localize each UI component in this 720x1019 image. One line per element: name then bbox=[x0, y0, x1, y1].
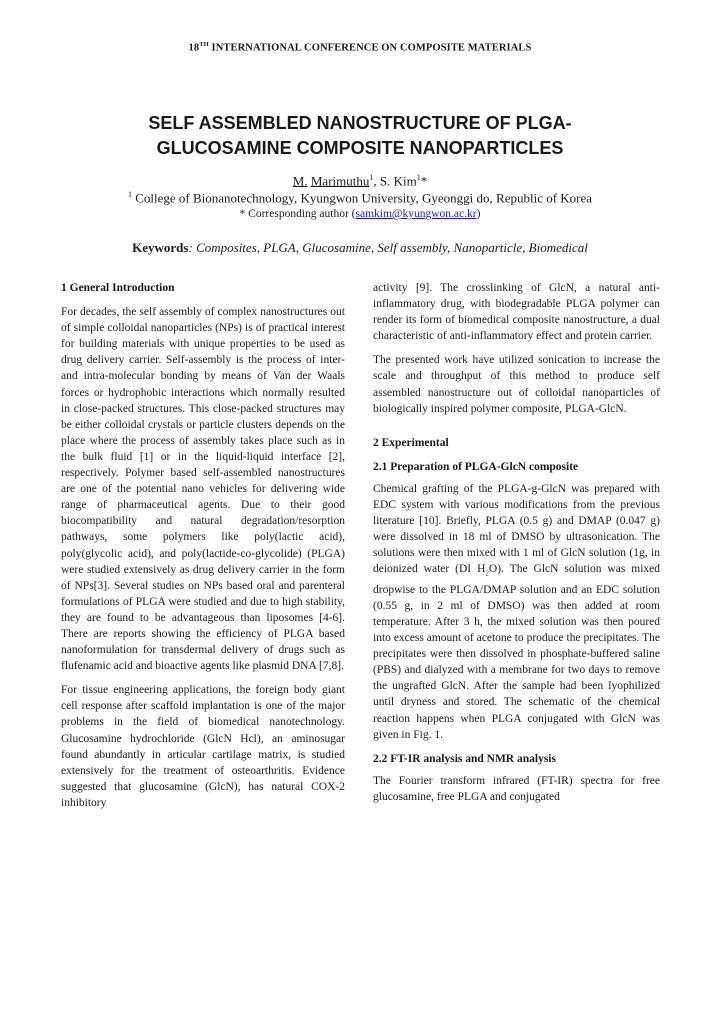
paragraph: activity [9]. The crosslinking of GlcN, a natural anti-inflammatory drug, with biodegradable PLGA polymer can render its form of biomedical composite nanostructure, a dual characteristic of anti-inflammatory effect and protein carrier. bbox=[373, 282, 660, 343]
corresponding-author bbox=[0, 208, 720, 220]
keywords-colon: : bbox=[188, 240, 197, 255]
paragraph: The presented work have utilized sonication to increase the scale and throughput of this method to produce self assembled nanostructure out of colloidal nanoparticles of biologically inspired polymer composite, PLGA-GlcN. bbox=[373, 354, 660, 415]
section-heading-introduction: 1 General Introduction bbox=[61, 282, 175, 294]
author-list bbox=[0, 173, 720, 189]
affiliation bbox=[0, 190, 720, 206]
paragraph-part-2: O). The GlcN solution was mixed dropwise to the PLGA/DMAP solution and an EDC solution (0.55 g, in 2 ml of DMSO) was then added at room temperature. After 3 h, the mixed solution was then poured into excess amount of acetone to produce the precipitates. The precipitates were then dissolved in phosphate-buffered saline (PBS) and dialyzed with a membrane for two days to remove the ungrafted GlcN. After the sample had been lyophilized until dryness and stored. The schematic of the chemical reaction happens when PLGA conjugated with GlcN was given in Fig. 1. bbox=[373, 563, 660, 741]
keywords-text: Composites, PLGA, Glucosamine, Self assembly, Nanoparticle, Biomedical bbox=[196, 240, 588, 255]
section-heading-experimental: 2 Experimental bbox=[373, 436, 449, 449]
affiliation-number: 1 bbox=[127, 190, 132, 199]
header-text: INTERNATIONAL CONFERENCE ON COMPOSITE MATERIALS bbox=[208, 42, 532, 54]
author-1-surname: Marimuthu bbox=[310, 173, 370, 189]
keywords bbox=[0, 240, 720, 256]
subscript-2: 2 bbox=[485, 569, 489, 578]
author-2-affil: 1 bbox=[416, 173, 421, 182]
right-column bbox=[373, 280, 660, 813]
corresponding-suffix: ) bbox=[476, 208, 481, 220]
paragraph-part-1: Chemical grafting of the PLGA-g-GlcN was prepared with EDC system with various modifications from the previous literature [10]. Briefly, PLGA (0.5 g) and DMAP (0.047 g) were dissolved in 18 ml of DMSO by ultrasonication. The solutions were then mixed with 1 ml of GlcN solution (1g, in deionized water (DI H bbox=[373, 482, 660, 576]
title-line-1: SELF ASSEMBLED NANOSTRUCTURE OF PLGA- bbox=[148, 113, 572, 133]
title-line-2: GLUCOSAMINE COMPOSITE NANOPARTICLES bbox=[156, 138, 564, 158]
header-ordinal: 18 bbox=[188, 42, 200, 54]
subsection-heading-ftir: 2.2 FT-IR analysis and NMR analysis bbox=[373, 752, 556, 765]
author-1-affil: 1 bbox=[369, 173, 374, 182]
author-initial: M. bbox=[292, 173, 308, 189]
paragraph: For decades, the self assembly of complex nanostructures out of simple colloidal nanoparticles (NPs) is of practical interest for building materials with unique properties to be used as drug delivery carrier. Self-assembly is the process of inter- and intra-molecular bonding by means of Van der Waals forces or hydrophobic interactions which normally resulted in close-packed structures. This close-packed structures may be either colloidal crystals or particle clusters depends on the place where the process of assembly takes place such as in the bulk fluid [1] or in the liquid-liquid interface [2], respectively. Polymer based self-assembled nanostructures are one of the potential nano vehicles for delivering wide range of pharmaceutical agents. Due to their good biocompatibility and natural degradation/resorption pathways, some polymers like poly(lactic acid), poly(glycolic acid), and poly(lactide-co-glycolide) (PLGA) were studied extensively as drug delivery carrier in the form of NPs[3]. Several studies on NPs based oral and parenteral formulations of PLGA were studied and due to high stability, they are found to be advantageous than liposomes [4-6]. There are reports showing the efficiency of PLGA based nanoformulation for transdermal delivery of drugs such as flufenamic acid and bioactive agents like plasmid DNA [7,8]. bbox=[61, 306, 345, 673]
email-link[interactable]: samkim@kyungwon.ac.kr bbox=[355, 208, 477, 220]
paragraph: The Fourier transform infrared (FT-IR) spectra for free glucosamine, free PLGA and conjugated bbox=[373, 774, 660, 803]
keywords-label: Keywords bbox=[132, 240, 189, 255]
corresponding-prefix: * Corresponding author ( bbox=[239, 208, 356, 220]
paragraph: For tissue engineering applications, the foreign body giant cell response after scaffold implantation is one of the major problems in the field of biomedical nanotechnology. Glucosamine hydrochloride (GlcN Hcl), an aminosugar found abundantly in articular cartilage matrix, is studied extensively for the treatment of osteoarthritis. Evidence suggested that glucosamine (GlcN), has natural COX-2 inhibitory bbox=[61, 684, 345, 809]
left-column bbox=[61, 280, 345, 819]
author-2: , S. Kim bbox=[373, 173, 417, 189]
conference-header bbox=[0, 41, 720, 54]
paper-title bbox=[60, 111, 660, 161]
paragraph bbox=[373, 481, 660, 743]
corresponding-star: * bbox=[420, 173, 428, 189]
affiliation-text: College of Bionanotechnology, Kyungwon University, Gyeonggi do, Republic of Korea bbox=[131, 190, 593, 206]
subsection-heading-preparation: 2.1 Preparation of PLGA-GlcN composite bbox=[373, 460, 579, 473]
header-ordinal-suffix: TH bbox=[199, 41, 209, 48]
